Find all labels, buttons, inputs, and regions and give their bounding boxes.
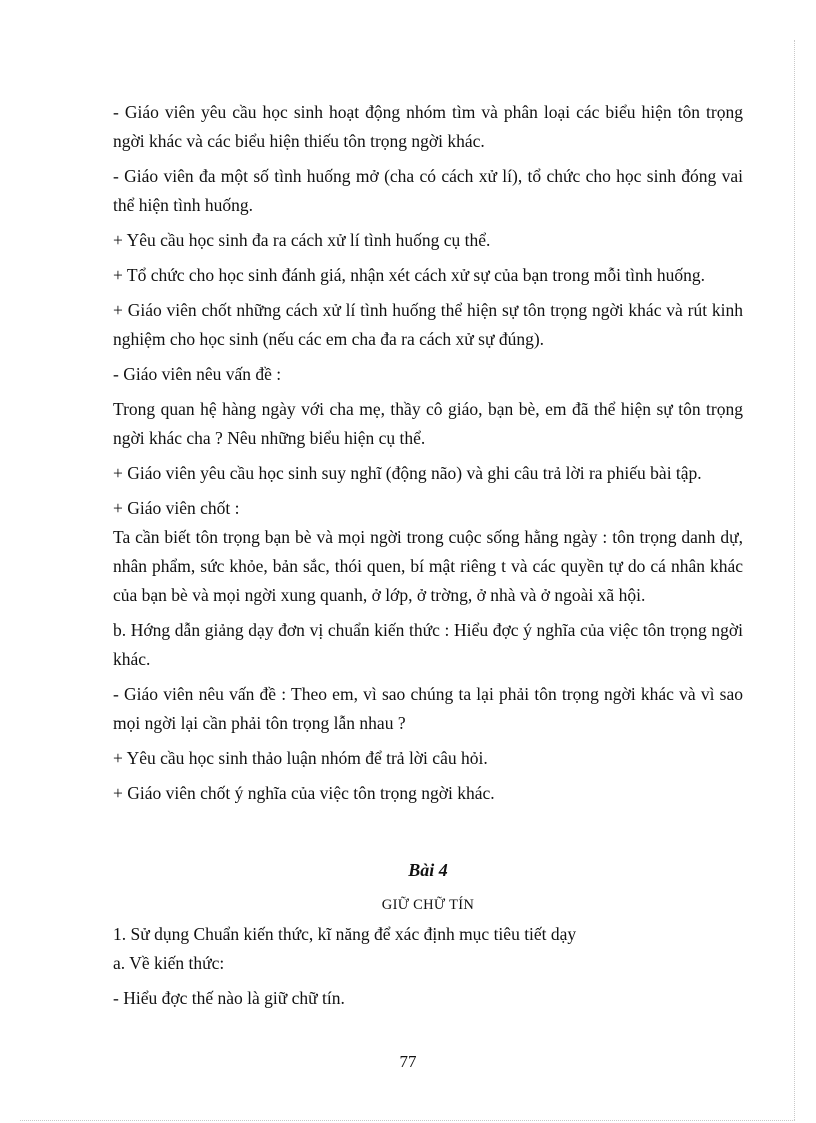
paragraph-5: - Giáo viên nêu vấn đề : [113, 364, 282, 384]
paragraph-2: + Yêu cầu học sinh đa ra cách xử lí tình huống cụ thể. [113, 230, 491, 250]
paragraph-after-2: - Hiểu đợc thế nào là giữ chữ tín. [113, 988, 345, 1008]
paragraph-4: + Giáo viên chốt những cách xử lí tình huống thể hiện sự tôn trọng ngời khác và rút kinh nghiệm cho học sinh (nếu các em cha đa ra cách xử sự đúng). [113, 300, 743, 349]
paragraph-0: - Giáo viên yêu cầu học sinh hoạt động nhóm tìm và phân loại các biểu hiện tôn trọng ngời khác và các biểu hiện thiếu tôn trọng ngời khác. [113, 102, 743, 151]
paragraph-7: + Giáo viên yêu cầu học sinh suy nghĩ (động não) và ghi câu trả lời ra phiếu bài tập. [113, 463, 702, 483]
paragraph-6: Trong quan hệ hàng ngày với cha mẹ, thầy cô giáo, bạn bè, em đã thể hiện sự tôn trọng ngời khác cha ? Nêu những biểu hiện cụ thể. [113, 399, 743, 448]
paragraph-1: - Giáo viên đa một số tình huống mở (cha có cách xử lí), tổ chức cho học sinh đóng vai thể hiện tình huống. [113, 166, 743, 215]
paragraph-3: + Tổ chức cho học sinh đánh giá, nhận xét cách xử sự của bạn trong mỗi tình huống. [113, 265, 706, 285]
paragraph-11: - Giáo viên nêu vấn đề : Theo em, vì sao chúng ta lại phải tôn trọng ngời khác và vì sao mọi ngời lại cần phải tôn trọng lẫn nhau ? [113, 684, 743, 733]
page-edge-right [794, 40, 795, 1120]
paragraph-10: b. Hớng dẫn giảng dạy đơn vị chuẩn kiến thức : Hiểu đợc ý nghĩa của việc tôn trọng ngời khác. [113, 620, 743, 669]
page-edge-bottom [20, 1120, 795, 1121]
paragraph-9: Ta cần biết tôn trọng bạn bè và mọi ngời trong cuộc sống hằng ngày : tôn trọng danh dự, nhân phẩm, sức khỏe, bản sắc, thói quen, bí mật riêng t và các quyền tự do cá nhân khác của bạn bè và mọi ngời xung quanh, ở lớp, ở trờng, ở nhà và ở ngoài xã hội. [113, 527, 743, 605]
paragraph-13: + Giáo viên chốt ý nghĩa của việc tôn trọng ngời khác. [113, 783, 495, 803]
paragraph-after-0: 1. Sử dụng Chuẩn kiến thức, kĩ năng để xác định mục tiêu tiết dạy [113, 924, 577, 944]
lesson-title-heading: GIỮ CHỮ TÍN [381, 897, 475, 913]
paragraph-after-1: a. Về kiến thức: [113, 953, 225, 973]
paragraph-12: + Yêu cầu học sinh thảo luận nhóm để trả lời câu hỏi. [113, 748, 488, 768]
lesson-number-heading: Bài 4 [408, 860, 448, 880]
paragraph-8: + Giáo viên chốt : [113, 498, 240, 518]
page-content [113, 98, 743, 1019]
page-number: 77 [399, 1052, 417, 1071]
